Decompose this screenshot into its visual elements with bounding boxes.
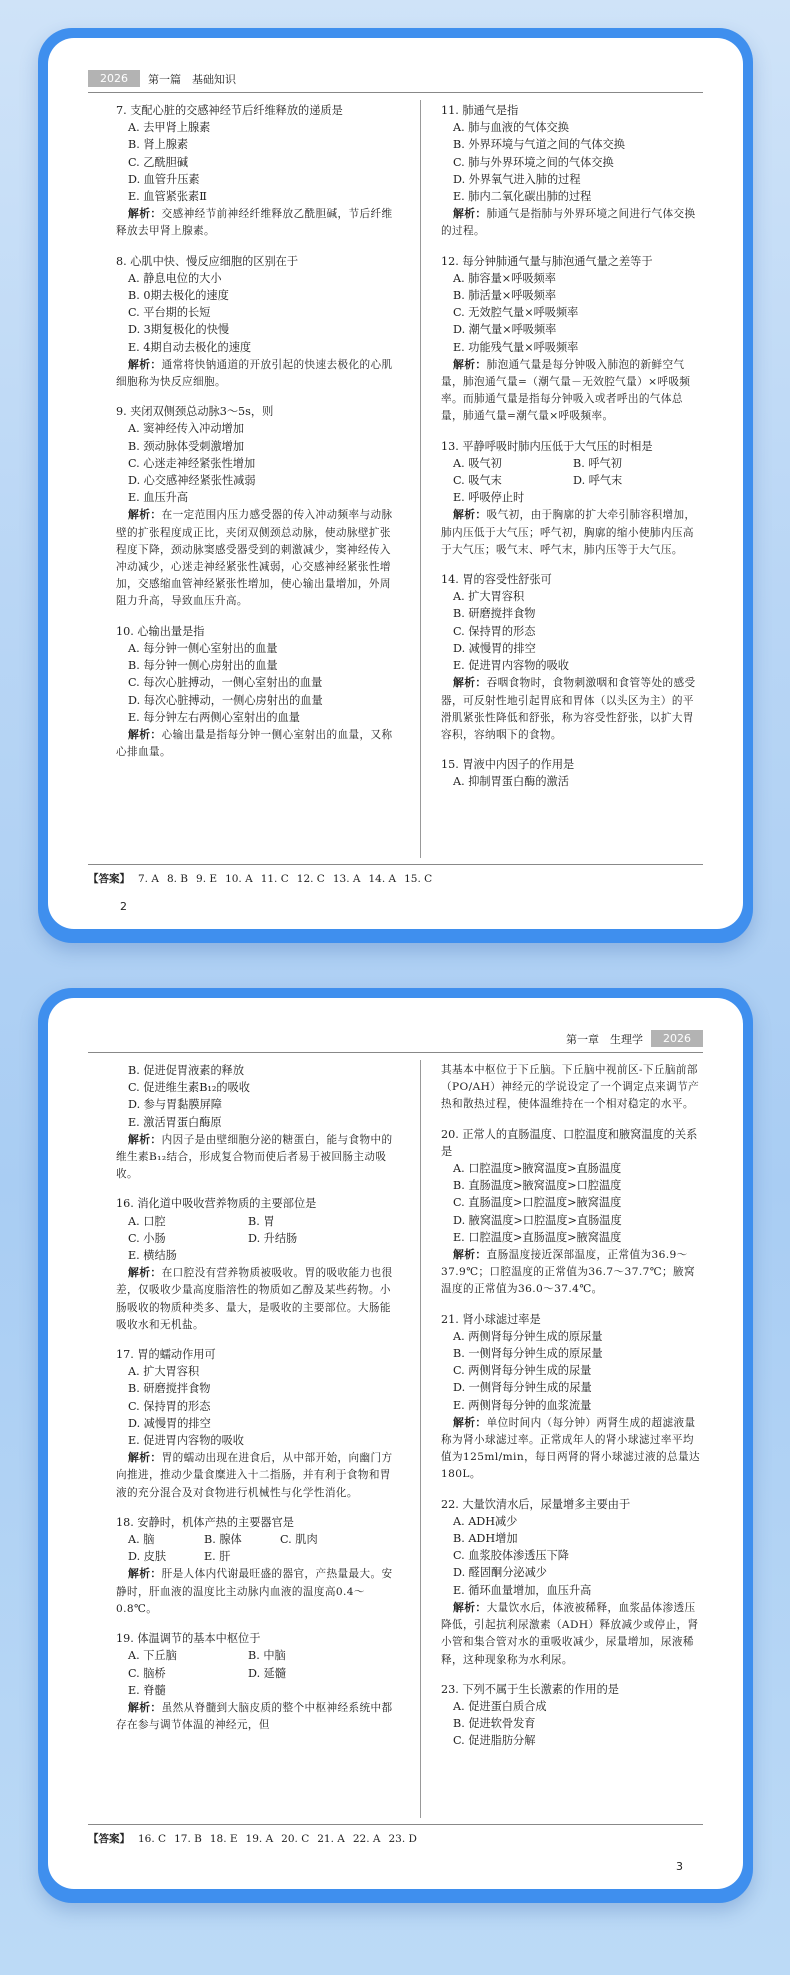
answer-option: C. 脑桥	[128, 1666, 166, 1680]
answer-rule	[88, 1824, 703, 1825]
question-stem: 22. 大量饮清水后，尿量增多主要由于	[441, 1497, 631, 1511]
analysis-body: 胃的蠕动出现在进食后，从中部开始，向幽门方向推进，推动少量食糜进入十二指肠，并有利于食物和胃液的充分混合及对食物进行机械性与化学性消化。	[116, 1452, 393, 1499]
question-stem: 9. 夹闭双侧颈总动脉3～5s，则	[116, 405, 274, 419]
page-header	[566, 1030, 703, 1047]
option-row	[116, 1531, 401, 1548]
question-item	[441, 756, 703, 790]
question-stem: 18. 安静时，机体产热的主要器官是	[116, 1515, 294, 1529]
answer-rule	[88, 864, 703, 865]
analysis-label: 解析：	[128, 727, 162, 741]
book-page	[48, 998, 743, 1889]
answer-option: C. 心迷走神经紧张性增加	[128, 456, 256, 470]
answer-option: C. 保持胃的形态	[453, 624, 536, 638]
answer-option: E. 血管紧张素Ⅱ	[128, 190, 207, 204]
analysis-label: 解析：	[128, 357, 162, 371]
chapter-title: 第一章 生理学	[566, 1032, 643, 1046]
answer-option: B. 研磨搅拌食物	[128, 1382, 211, 1396]
answer-option: D. 醛固酮分泌减少	[453, 1566, 547, 1580]
option-row	[441, 455, 703, 472]
question-item	[441, 438, 703, 559]
analysis-body: 吸气初，由于胸廓的扩大牵引肺容积增加，肺内压低于大气压；呼气初，胸廓的缩小使肺内压高于大气压；吸气末、呼气末，肺内压等于大气压。	[441, 509, 696, 556]
answer-option: B. 外界环境与气道之间的气体交换	[453, 138, 625, 152]
question-item	[441, 1126, 703, 1299]
answer-option: E. 肺内二氧化碳出肺的过程	[453, 190, 592, 204]
answer-option: B. 肾上腺素	[128, 138, 189, 152]
answer-option: D. 呼气末	[573, 474, 623, 488]
analysis-text	[116, 1449, 401, 1502]
answer-option: C. 肌肉	[280, 1533, 318, 1547]
answer-option: A. 促进蛋白质合成	[453, 1699, 547, 1713]
answer-option: A. 每分钟一侧心室射出的血量	[128, 641, 278, 655]
column-divider	[420, 1060, 421, 1818]
analysis-text	[116, 1699, 401, 1734]
answer-item: 23. D	[388, 1833, 417, 1845]
analysis-body: 交感神经节前神经纤维释放乙酰胆碱，节后纤维释放去甲肾上腺素。	[116, 208, 393, 238]
question-item	[441, 102, 703, 241]
answer-item: 17. B	[174, 1833, 202, 1845]
answer-option: C. 直肠温度>口腔温度>腋窝温度	[453, 1196, 622, 1210]
analysis-text	[441, 1246, 703, 1299]
answer-option: B. 呼气初	[573, 456, 622, 470]
option-row	[116, 1665, 401, 1682]
answer-option: E. 功能残气量×呼吸频率	[453, 340, 579, 354]
analysis-label: 解析：	[128, 207, 162, 221]
page-number: 2	[120, 900, 127, 913]
right-column	[441, 1062, 703, 1762]
analysis-label: 解析：	[453, 508, 487, 522]
answer-option: A. 吸气初	[453, 456, 502, 470]
answer-option: E. 激活胃蛋白酶原	[128, 1115, 222, 1129]
analysis-text	[441, 356, 703, 426]
analysis-label: 解析：	[128, 1700, 162, 1714]
answer-option: E. 促进胃内容物的吸收	[453, 659, 569, 673]
analysis-body: 内因子是由壁细胞分泌的糖蛋白，能与食物中的维生素B₁₂结合，形成复合物而使后者易于被回肠主动吸收。	[116, 1133, 393, 1181]
question-item	[441, 1496, 703, 1669]
answer-key	[88, 1824, 703, 1846]
answer-option: B. 腺体	[204, 1533, 242, 1547]
question-stem: 20. 正常人的直肠温度、口腔温度和腋窝温度的关系是	[441, 1127, 698, 1158]
header-rule	[88, 92, 703, 93]
analysis-text	[116, 1131, 401, 1184]
analysis-label: 解析：	[453, 357, 487, 371]
answer-option: E. 血压升高	[128, 491, 189, 505]
question-stem: 13. 平静呼吸时肺内压低于大气压的时相是	[441, 439, 653, 453]
answer-item: 9. E	[196, 873, 218, 885]
question-stem: 17. 胃的蠕动作用可	[116, 1348, 216, 1362]
question-stem: 11. 肺通气是指	[441, 104, 519, 117]
right-column	[441, 102, 703, 803]
analysis-continuation: 其基本中枢位于下丘脑。下丘脑中视前区-下丘脑前部（PO/AH）神经元的学说设定了一个调定点来调节产热和散热过程，使体温维持在一个相对稳定的水平。	[441, 1064, 700, 1111]
answer-item: 7. A	[138, 873, 159, 885]
analysis-label: 解析：	[453, 1415, 487, 1429]
answer-option: D. 血管升压素	[128, 172, 200, 186]
answer-item: 21. A	[317, 1833, 345, 1845]
answer-option: B. 一侧肾每分钟生成的原尿量	[453, 1347, 603, 1361]
analysis-body: 虽然从脊髓到大脑皮质的整个中枢神经系统中都存在参与调节体温的神经元，但	[116, 1701, 393, 1732]
analysis-text	[116, 1264, 401, 1334]
analysis-text	[116, 356, 401, 391]
answer-option: A. 去甲肾上腺素	[128, 121, 211, 135]
answer-key	[88, 864, 703, 886]
question-stem: 21. 肾小球滤过率是	[441, 1312, 541, 1326]
answer-option: D. 心交感神经紧张性减弱	[128, 474, 256, 488]
answer-option: A. 窦神经传入冲动增加	[128, 422, 244, 436]
answer-option: D. 潮气量×呼吸频率	[453, 323, 557, 337]
analysis-label: 解析：	[128, 1451, 162, 1465]
analysis-body: 肺通气是指肺与外界环境之间进行气体交换的过程。	[441, 208, 696, 238]
page-number: 3	[676, 1860, 683, 1873]
answer-option: E. 4期自动去极化的速度	[128, 340, 252, 354]
option-row	[116, 1213, 401, 1230]
answer-option: C. 吸气末	[453, 474, 502, 488]
analysis-label: 解析：	[453, 1248, 487, 1262]
analysis-text	[441, 1414, 703, 1484]
answer-option: D. 皮肤	[128, 1550, 167, 1564]
answer-option: A. 静息电位的大小	[128, 271, 222, 285]
answer-option: C. 每次心脏搏动，一侧心室射出的血量	[128, 676, 323, 690]
answer-option: E. 两侧肾每分钟的血浆流量	[453, 1398, 592, 1412]
answer-option: A. 抑制胃蛋白酶的激活	[453, 775, 569, 789]
answer-item: 8. B	[166, 873, 189, 885]
answer-option: B. 每分钟一侧心房射出的血量	[128, 659, 278, 673]
analysis-text	[441, 205, 703, 240]
left-column	[116, 1062, 401, 1746]
answer-line	[88, 871, 703, 886]
answer-item: 13. A	[332, 873, 361, 885]
analysis-text	[441, 1599, 703, 1669]
answer-item: 16. C	[138, 1833, 167, 1845]
question-item	[116, 623, 401, 762]
page-frame	[38, 28, 753, 943]
answer-option: D. 减慢胃的排空	[453, 641, 536, 655]
analysis-body: 通常将快钠通道的开放引起的快速去极化的心肌细胞称为快反应细胞。	[116, 358, 393, 389]
question-item	[116, 1346, 401, 1502]
analysis-label: 解析：	[128, 508, 162, 522]
answer-item: 20. C	[281, 1833, 310, 1845]
question-item	[116, 1195, 401, 1334]
analysis-body: 吞咽食物时，食物刺激咽和食管等处的感受器，可反射性地引起胃底和胃体（以头区为主）的平滑肌紧张性降低和舒张，称为容受性舒张，以扩大胃容积，容纳咽下的食物。	[441, 677, 696, 741]
answer-option: C. 促进维生素B₁₂的吸收	[128, 1081, 250, 1095]
analysis-text	[441, 506, 703, 559]
question-stem: 8. 心肌中快、慢反应细胞的区别在于	[116, 254, 299, 268]
answer-option: C. 小肠	[128, 1231, 166, 1245]
answer-option: A. 扩大胃容积	[453, 590, 525, 604]
option-row	[116, 1548, 401, 1565]
answer-option: D. 腋窝温度>口腔温度>直肠温度	[453, 1213, 622, 1227]
answer-label: 【答案】	[88, 873, 130, 885]
question-stem: 23. 下列不属于生长激素的作用的是	[441, 1682, 619, 1696]
answer-item: 10. A	[225, 873, 253, 885]
analysis-body: 单位时间内（每分钟）两肾生成的超滤液量称为肾小球滤过率。正常成年人的肾小球滤过率平均值为125ml/min，每日两肾的肾小球滤过液的总量达180L。	[441, 1416, 700, 1481]
question-stem: 16. 消化道中吸收营养物质的主要部位是	[116, 1197, 317, 1211]
answer-option: A. 扩大胃容积	[128, 1365, 200, 1379]
answer-option: B. 直肠温度>腋窝温度>口腔温度	[453, 1179, 622, 1193]
answer-option: E. 促进胃内容物的吸收	[128, 1434, 244, 1448]
analysis-body: 肝是人体内代谢最旺盛的器官，产热量最大。安静时，肝血液的温度比主动脉内血液的温度高0.4～0.8℃。	[116, 1568, 393, 1615]
answer-option: D. 减慢胃的排空	[128, 1416, 211, 1430]
question-continuation	[116, 1062, 401, 1183]
answer-option: B. 促进促胃液素的释放	[128, 1064, 245, 1077]
question-stem: 15. 胃液中内因子的作用是	[441, 758, 575, 772]
answer-option: E. 口腔温度>直肠温度>腋窝温度	[453, 1230, 622, 1244]
answer-item: 18. E	[209, 1833, 238, 1845]
answer-option: C. 促进脂肪分解	[453, 1734, 536, 1748]
analysis-text	[116, 1565, 401, 1618]
left-column	[116, 102, 401, 773]
answer-item: 11. C	[260, 873, 289, 885]
answer-option: E. 脊髓	[128, 1683, 166, 1697]
question-stem: 10. 心输出量是指	[116, 624, 205, 638]
analysis-body: 在一定范围内压力感受器的传入冲动频率与动脉壁的扩张程度成正比，夹闭双侧颈总动脉，使动脉壁扩张程度下降，颈动脉窦感受器受到的刺激减少，窦神经传入冲动减少，心迷走神经紧张性减弱，心交感神经紧张性增加，交感缩血管神经紧张性增加，使心输出量增加，外周阻力升高，导致血压升高。	[116, 509, 393, 608]
answer-option: B. 促进软骨发育	[453, 1717, 536, 1731]
answer-item: 12. C	[296, 873, 325, 885]
answer-option: A. 肺与血液的气体交换	[453, 121, 569, 135]
question-item	[441, 1681, 703, 1750]
analysis-label: 解析：	[453, 207, 487, 221]
answer-option: C. 乙酰胆碱	[128, 155, 189, 169]
answer-option: B. ADH增加	[453, 1532, 518, 1546]
question-item	[441, 571, 703, 744]
option-row	[116, 1647, 401, 1664]
analysis-label: 解析：	[128, 1567, 162, 1581]
answer-option: A. 下丘脑	[128, 1649, 177, 1663]
answer-option: E. 呼吸停止时	[453, 491, 525, 505]
analysis-text	[441, 674, 703, 744]
answer-option: B. 研磨搅拌食物	[453, 607, 536, 621]
answer-option: B. 中脑	[248, 1649, 286, 1663]
analysis-text	[116, 726, 401, 761]
year-badge: 2026	[651, 1030, 703, 1047]
answer-option: B. 胃	[248, 1214, 275, 1228]
page-frame	[38, 988, 753, 1903]
answer-option: D. 外界氧气进入肺的过程	[453, 172, 581, 186]
answer-option: E. 循环血量增加，血压升高	[453, 1583, 592, 1597]
question-item	[116, 1514, 401, 1618]
answer-item: 14. A	[368, 873, 397, 885]
question-stem: 19. 体温调节的基本中枢位于	[116, 1632, 261, 1646]
analysis-label: 解析：	[128, 1266, 162, 1280]
answer-option: E. 每分钟左右两侧心室射出的血量	[128, 710, 300, 724]
analysis-body: 大量饮水后，体液被稀释，血浆晶体渗透压降低，引起抗利尿激素（ADH）释放减少或停止，肾小管和集合管对水的重吸收减少，尿量增加，尿液稀释，这种现象称为水利尿。	[441, 1601, 699, 1666]
answer-option: A. 口腔温度>腋窝温度>直肠温度	[453, 1162, 622, 1176]
answer-label: 【答案】	[88, 1833, 130, 1845]
answer-option: B. 0期去极化的速度	[128, 289, 229, 303]
answer-line	[88, 1831, 703, 1846]
answer-option: A. 脑	[128, 1533, 155, 1547]
analysis-body: 直肠温度接近深部温度，正常值为36.9～37.9℃；口腔温度的正常值为36.7～37.7℃；腋窝温度的正常值为36.0～37.4℃。	[441, 1249, 695, 1296]
answer-item: 15. C	[404, 873, 433, 885]
book-page	[48, 38, 743, 929]
answer-option: D. 参与胃黏膜屏障	[128, 1098, 222, 1112]
answer-item: 22. A	[352, 1833, 381, 1845]
header-rule	[88, 1052, 703, 1053]
column-divider	[420, 100, 421, 858]
analysis-label: 解析：	[128, 1132, 162, 1146]
question-item	[116, 253, 401, 392]
answer-option: D. 一侧肾每分钟生成的尿量	[453, 1381, 592, 1395]
analysis-label: 解析：	[453, 1600, 487, 1614]
question-item	[441, 253, 703, 426]
analysis-text	[116, 506, 401, 610]
page-header	[88, 70, 236, 87]
answer-option: E. 肝	[204, 1550, 231, 1564]
analysis-text	[116, 205, 401, 240]
answer-option: D. 升结肠	[248, 1231, 298, 1245]
answer-option: D. 每次心脏搏动，一侧心房射出的血量	[128, 693, 323, 707]
analysis-label: 解析：	[453, 676, 487, 690]
answer-option: C. 无效腔气量×呼吸频率	[453, 306, 579, 320]
analysis-body: 心输出量是指每分钟一侧心室射出的血量，又称心排血量。	[116, 728, 393, 759]
option-row	[116, 1230, 401, 1247]
answer-option: B. 肺活量×呼吸频率	[453, 289, 557, 303]
answer-option: A. 两侧肾每分钟生成的原尿量	[453, 1329, 603, 1343]
answer-option: C. 肺与外界环境之间的气体交换	[453, 155, 614, 169]
answer-option: C. 血浆胶体渗透压下降	[453, 1549, 569, 1563]
question-stem: 7. 支配心脏的交感神经节后纤维释放的递质是	[116, 104, 343, 117]
analysis-body: 在口腔没有营养物质被吸收。胃的吸收能力也很差，仅吸收少量高度脂溶性的物质如乙醇及某些药物。小肠吸收的物质种类多、量大，是吸收的主要部位。大肠能吸收水和无机盐。	[116, 1267, 393, 1331]
answer-item: 19. A	[245, 1833, 274, 1845]
question-item	[116, 102, 401, 241]
question-item	[441, 1311, 703, 1484]
answer-option: A. 肺容量×呼吸频率	[453, 271, 556, 285]
question-item	[116, 1630, 401, 1734]
answer-option: A. ADH减少	[453, 1514, 518, 1528]
answer-option: E. 横结肠	[128, 1249, 177, 1263]
answer-option: C. 平台期的长短	[128, 306, 211, 320]
answer-option: A. 口腔	[128, 1214, 166, 1228]
question-stem: 14. 胃的容受性舒张可	[441, 573, 552, 587]
year-badge: 2026	[88, 70, 140, 87]
option-row	[441, 472, 703, 489]
answer-option: D. 延髓	[248, 1666, 287, 1680]
answer-option: C. 两侧肾每分钟生成的尿量	[453, 1364, 592, 1378]
answer-option: C. 保持胃的形态	[128, 1399, 211, 1413]
question-item	[116, 403, 401, 610]
section-title: 第一篇 基础知识	[148, 72, 236, 86]
analysis-body: 肺泡通气量是每分钟吸入肺泡的新鲜空气量，肺泡通气量=（潮气量－无效腔气量）×呼吸频率。而肺通气量是指每分钟吸入或者呼出的气体总量，肺通气量=潮气量×呼吸频率。	[441, 358, 691, 423]
question-stem: 12. 每分钟肺通气量与肺泡通气量之差等于	[441, 254, 653, 268]
answer-option: D. 3期复极化的快慢	[128, 323, 230, 337]
answer-option: B. 颈动脉体受刺激增加	[128, 439, 245, 453]
